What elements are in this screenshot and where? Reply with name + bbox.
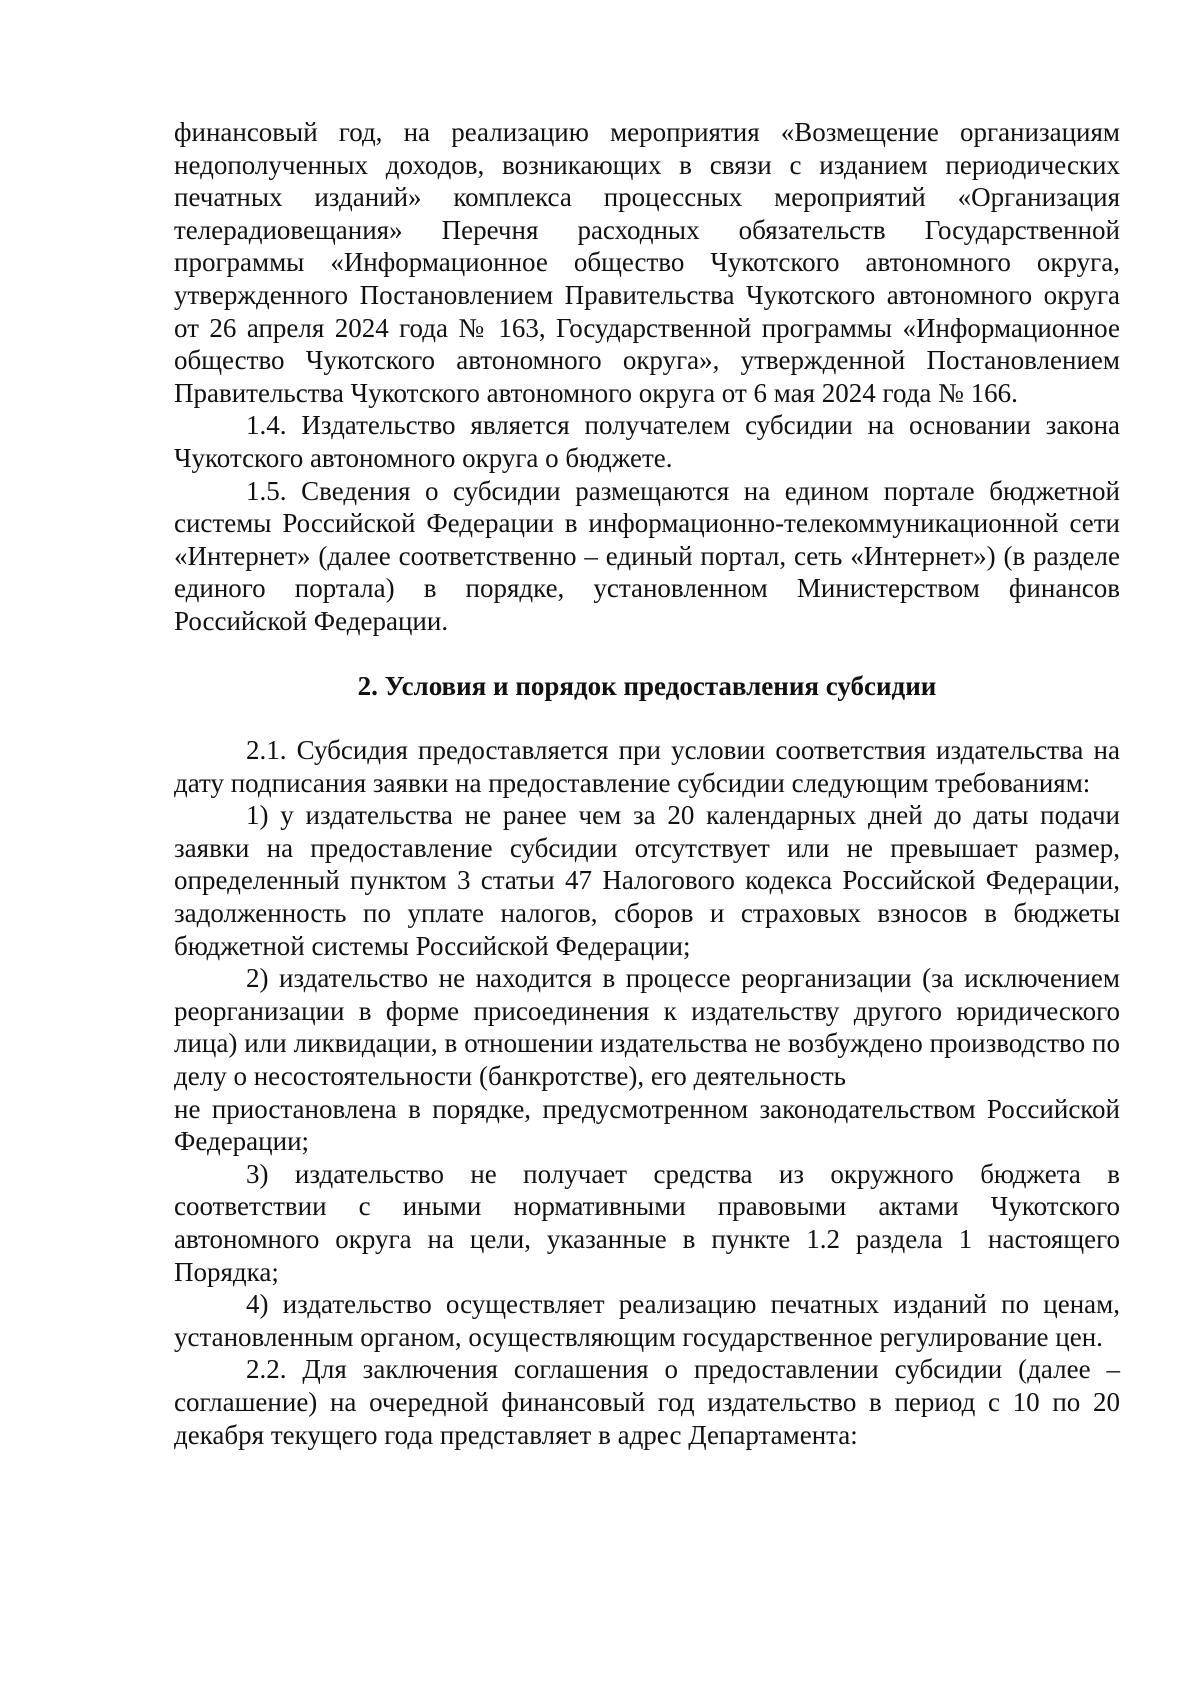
clause-1-4: 1.4. Издательство является получателем субсидии на основании закона Чукотского автономного округа о бюджете. [174, 410, 1120, 473]
requirement-item-2-continued: не приостановлена в порядке, предусмотренном законодательством Российской Федерации; [174, 1093, 1120, 1157]
requirement-item-2: 2) издательство не находится в процессе реорганизации (за исключением реорганизации в форме присоединения к издательству другого юридического лица) или ликвидации, в отношении издательства не возбуждено производство по делу о несостоятельности (банкротстве), его деятельность [174, 963, 1120, 1092]
requirement-item-3: 3) издательство не получает средства из окружного бюджета в соответствии с иными нормативными правовыми актами Чукотского автономного округа на цели, указанные в пункте 1.2 раздела 1 настоящего Порядка; [174, 1158, 1120, 1287]
clause-2-2: 2.2. Для заключения соглашения о предоставлении субсидии (далее – соглашение) на очередной финансовый год издательство в период с 10 по 20 декабря текущего года представляет в адрес Департамента: [174, 1354, 1120, 1450]
clause-1-5: 1.5. Сведения о субсидии размещаются на едином портале бюджетной системы Российской Федерации в информационно-телекоммуникационной сети «Интернет» (далее соответственно – единый портал, сеть «Интернет») (в разделе единого портала) в порядке, установленном Министерством финансов Российской Федерации. [174, 475, 1120, 636]
clause-2-1: 2.1. Субсидия предоставляется при условии соответствия издательства на дату подписания заявки на предоставление субсидии следующим требованиям: [174, 735, 1120, 798]
document-body [174, 116, 1120, 1451]
intro-paragraph: финансовый год, на реализацию мероприятия «Возмещение организациям недополученных доходов, возникающих в связи с изданием периодических печатных изданий» комплекса процессных мероприятий «Организация телерадиовещания» Перечня расходных обязательств Государственной программы «Информационное общество Чукотского автономного округа, утвержденного Постановлением Правительства Чукотского автономного округа от 26 апреля 2024 года № 163, Государственной программы «Информационное общество Чукотского автономного округа», утвержденной Постановлением Правительства Чукотского автономного округа от 6 мая 2024 года № 166. [174, 117, 1120, 408]
requirement-item-1: 1) у издательства не ранее чем за 20 календарных дней до даты подачи заявки на предоставление субсидии отсутствует или не превышает размер, определенный пунктом 3 статьи 47 Налогового кодекса Российской Федерации, задолженность по уплате налогов, сборов и страховых взносов в бюджеты бюджетной системы Российской Федерации; [174, 800, 1120, 961]
section-2-heading: 2. Условия и порядок предоставления субсидии [357, 670, 937, 701]
requirement-item-4: 4) издательство осуществляет реализацию печатных изданий по ценам, установленным органом, осуществляющим государственное регулирование цен. [174, 1289, 1120, 1352]
